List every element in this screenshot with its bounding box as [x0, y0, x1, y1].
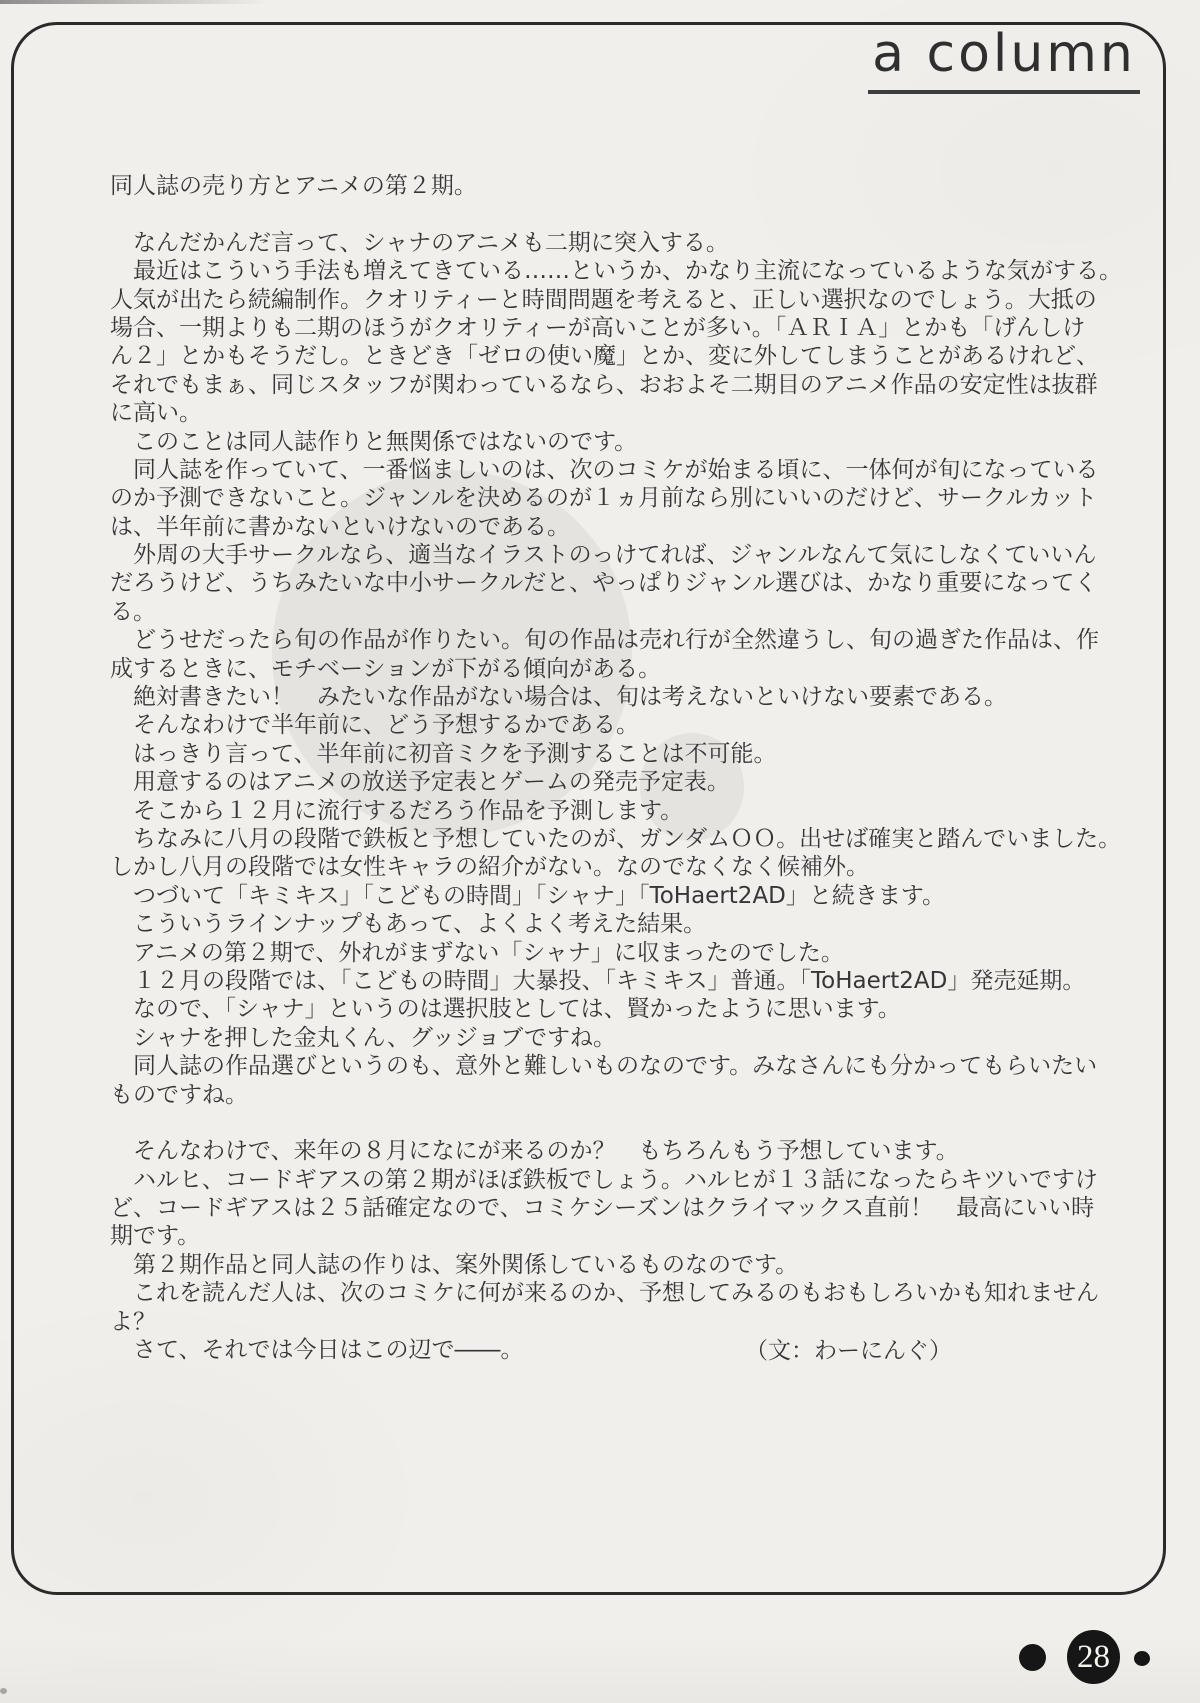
text-line: 最近はこういう手法も増えてきている……というか、かなり主流になっているような気がする。 [110, 258, 1122, 285]
page-number-group [1012, 1626, 1162, 1690]
text-line: こういうラインナップもあって、よくよく考えた結果。 [110, 911, 707, 938]
text-line: そんなわけで半年前に、どう予想するかである。 [110, 712, 639, 739]
text-line: シャナを押した金丸くん、グッジョブですね。 [110, 1024, 616, 1051]
text-line: ど、コードギアスは２５話確定なので、コミケシーズンはクライマックス直前！ 最高にいい時 [110, 1195, 1095, 1222]
text-line: このことは同人誌作りと無関係ではないのです。 [110, 428, 638, 455]
text-line: ものですね。 [110, 1081, 248, 1108]
text-line: ん２」とかもそうだし。ときどき「ゼロの使い魔」とか、変に外してしまうことがあるけれど、 [110, 343, 1099, 370]
text-line: そこから１２月に流行するだろう作品を予測します。 [110, 797, 684, 824]
article-text [110, 172, 1122, 1364]
text-line [110, 200, 1110, 228]
page-number-text: 28 [1077, 1638, 1110, 1675]
text-line: しかし八月の段階では女性キャラの紹介がない。なのでなくなく候補外。 [110, 854, 869, 881]
text-line: は、半年前に書かないといけないのである。 [110, 513, 570, 540]
text-line: 同人誌の売り方とアニメの第２期。 [110, 173, 477, 199]
text-line: 成するときに、モチベーションが下がる傾向がある。 [110, 655, 662, 682]
text-line: どうせだったら旬の作品が作りたい。旬の作品は売れ行が全然違うし、旬の過ぎた作品は、作 [110, 627, 1099, 654]
text-line: 第２期作品と同人誌の作りは、案外関係しているものなのです。 [110, 1251, 799, 1278]
text-line: これを読んだ人は、次のコミケに何が来るのか、予想してみるのもおもしろいかも知れません [110, 1280, 1099, 1307]
text-line: そんなわけで、来年の８月になにが来るのか？ もちろんもう予想しています。 [110, 1138, 959, 1165]
text-line: アニメの第２期で、外れがまずない「シャナ」に収まったのでした。 [110, 939, 844, 966]
text-line: つづいて「キミキス」「こどもの時間」「シャナ」「ToHaert2AD」と続きます。 [110, 882, 946, 909]
text-line: だろうけど、うちみたいな中小サークルだと、やっぱりジャンル選びは、かなり重要になってく [110, 570, 1098, 597]
page-number-dot-right [1134, 1651, 1150, 1666]
text-line: る。 [110, 598, 156, 625]
text-line: はっきり言って、半年前に初音ミクを予測することは不可能。 [110, 740, 777, 767]
text-line: それでもまぁ、同じスタッフが関わっているなら、おおよそ二期目のアニメ作品の安定性は抜群 [110, 371, 1098, 398]
text-line [110, 1109, 1110, 1137]
text-line: 同人誌を作っていて、一番悩ましいのは、次のコミケが始まる頃に、一体何が旬になっている [110, 456, 1099, 483]
page-number-badge [1067, 1630, 1120, 1684]
scan-speck-artifact [0, 1688, 7, 1694]
text-line: 用意するのはアニメの放送予定表とゲームの発売予定表。 [110, 769, 730, 796]
text-line: さて、それでは今日はこの辺で――。 [110, 1337, 524, 1364]
text-line: ちなみに八月の段階で鉄板と予想していたのが、ガンダムＯＯ。出せば確実と踏んでいました。 [110, 825, 1122, 852]
text-line: 外周の大手サークルなら、適当なイラストのっけてれば、ジャンルなんて気にしなくていいん [110, 542, 1097, 569]
text-line: なので、「シャナ」というのは選択肢としては、賢かったように思います。 [110, 996, 901, 1023]
text-line: 同人誌の作品選びというのも、意外と難しいものなのです。みなさんにも分かってもらいたい [110, 1053, 1098, 1080]
author-credit: （文：わーにんぐ） [745, 1338, 952, 1364]
text-line: なんだかんだ言って、シャナのアニメも二期に突入する。 [110, 229, 729, 256]
column-header-title: a column [872, 24, 1136, 84]
text-line: 人気が出たら続編制作。クオリティーと時間問題を考えると、正しい選択なのでしょう。大抵の [110, 286, 1097, 313]
page-number-dot-left [1019, 1644, 1046, 1671]
text-line: 場合、一期よりも二期のほうがクオリティーが高いことが多い。「ＡＲＩＡ」とかも「げんしけ [110, 314, 1086, 341]
text-line: ハルヒ、コードギアスの第２期がほぼ鉄板でしょう。ハルヒが１３話になったらキツいですけ [110, 1166, 1098, 1193]
column-header [868, 26, 1140, 94]
text-line: 期です。 [110, 1223, 201, 1250]
text-line: に高い。 [110, 400, 202, 427]
text-line: よ？ [110, 1308, 156, 1335]
text-line: １２月の段階では、「こどもの時間」大暴投、「キミキス」普通。「ToHaert2AD」発売延期。 [110, 967, 1086, 994]
scan-edge-artifact [0, 0, 268, 4]
text-line: のか予測できないこと。ジャンルを決めるのが１ヵ月前なら別にいいのだけど、サークルカット [110, 485, 1098, 512]
text-line: 絶対書きたい！ みたいな作品がない場合は、旬は考えないといけない要素である。 [110, 684, 1007, 711]
